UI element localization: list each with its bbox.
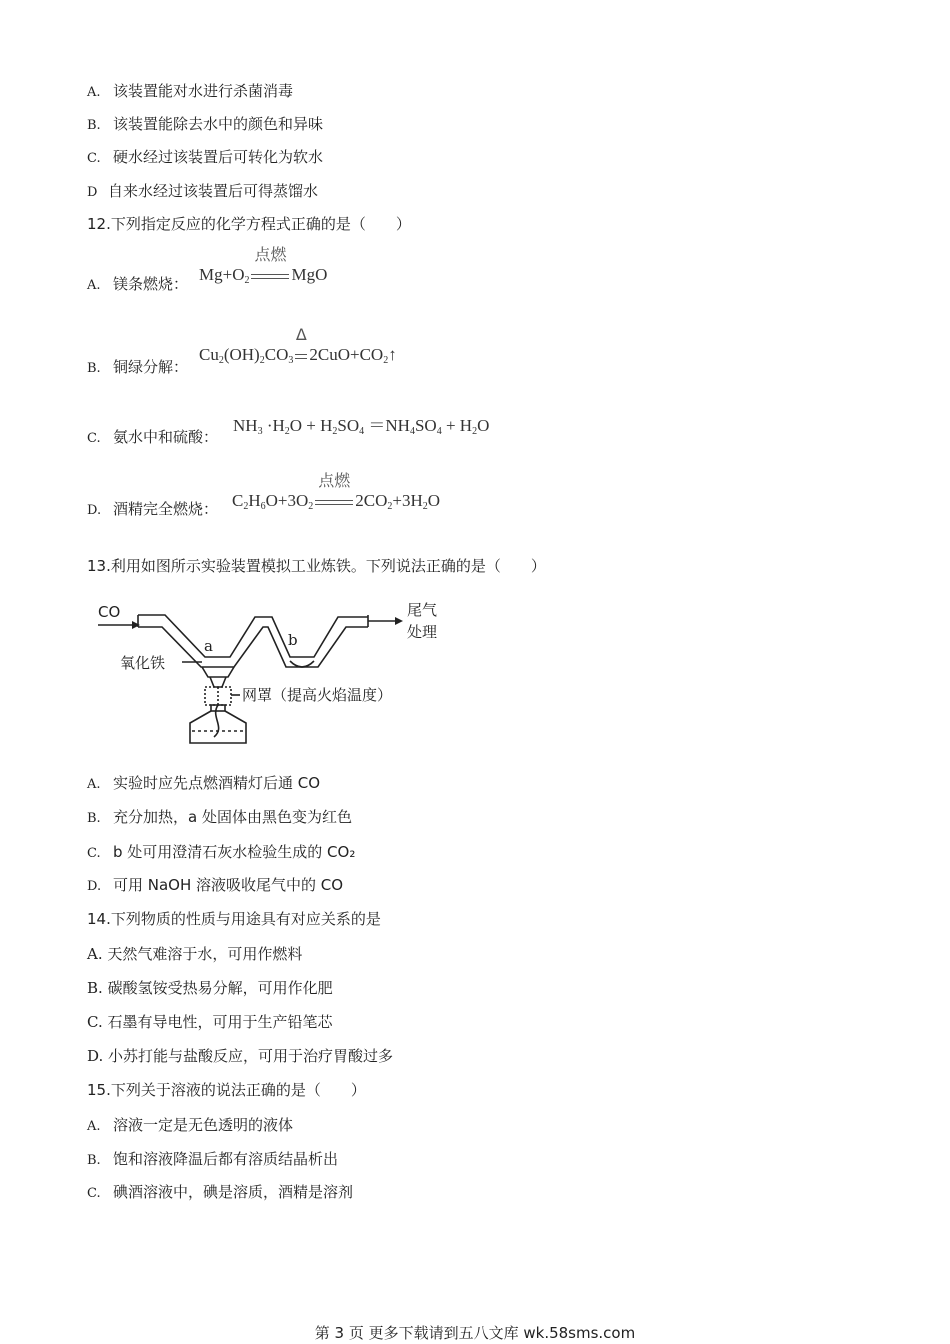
b-label: b — [288, 631, 298, 649]
q14-stem — [87, 909, 381, 929]
question-number: 12. — [87, 215, 111, 233]
q13-option-b — [87, 807, 352, 829]
q12-equation-c: $NH_3 \cdot H_2O + H_2SO_4 =NH_4SO_4 + H_2O$ — [233, 416, 490, 437]
question-text: 下列指定反应的化学方程式正确的是（ ） — [110, 215, 411, 233]
option-text: 该装置能对水进行杀菌消毒 — [113, 82, 294, 100]
option-letter: D. — [87, 879, 102, 894]
condition-label: 点燃 — [318, 471, 351, 490]
q12-option-d — [87, 499, 218, 521]
mesh-label: 网罩（提高火焰温度） — [242, 686, 393, 704]
tail-gas-label-line1: 尾气 — [407, 601, 438, 619]
option-letter: A. — [87, 777, 101, 792]
q15-stem — [87, 1080, 366, 1100]
q14-option-a — [87, 944, 302, 964]
q13-option-a — [87, 773, 320, 795]
q11-option-c — [87, 147, 323, 169]
question-number: 13. — [87, 557, 111, 575]
q13-stem — [87, 556, 546, 576]
question-text: 利用如图所示实验装置模拟工业炼铁。下列说法正确的是（ ） — [110, 557, 546, 575]
option-text: 天然气难溶于水，可用作燃料 — [107, 945, 303, 963]
q11-option-b — [87, 114, 323, 136]
question-text: 下列关于溶液的说法正确的是（ ） — [110, 1081, 366, 1099]
iron-oxide-label: 氧化铁 — [120, 654, 166, 672]
option-letter: C. — [87, 1013, 103, 1031]
q11-option-d — [87, 181, 318, 203]
page-footer: 第 3 页 更多下载请到五八文库 wk.58sms.com — [314, 1324, 636, 1342]
option-letter: C. — [87, 846, 101, 861]
co-label: CO — [98, 603, 121, 621]
option-text: 充分加热，a 处固体由黑色变为红色 — [113, 808, 352, 826]
a-label: a — [204, 637, 213, 655]
option-text: b 处可用澄清石灰水检验生成的 CO₂ — [113, 843, 356, 861]
heat-condition — [293, 325, 309, 365]
option-text: 氨水中和硫酸： — [113, 428, 219, 446]
ignite-condition — [249, 245, 291, 285]
q15-option-c — [87, 1182, 353, 1204]
option-text: 镁条燃烧： — [113, 275, 189, 293]
option-letter: C. — [87, 1186, 101, 1201]
option-letter: B. — [87, 118, 101, 133]
q14-option-b — [87, 978, 333, 998]
option-letter: C. — [87, 151, 101, 166]
option-text: 铜绿分解： — [113, 358, 189, 376]
option-letter: D. — [87, 1047, 104, 1065]
q14-option-d — [87, 1046, 393, 1066]
q12-equation-a: $Mg+O_2$ 点燃 MgO — [199, 245, 328, 286]
option-letter: D — [87, 185, 98, 200]
option-letter: B. — [87, 1153, 101, 1168]
q12-option-b — [87, 357, 188, 379]
ignite-condition — [313, 471, 355, 511]
option-text: 该装置能除去水中的颜色和异味 — [113, 115, 324, 133]
tail-gas-label-line2: 处理 — [407, 623, 438, 641]
q12-equation-b: $Cu_2(OH)_2CO_3$ Δ $2CuO+CO_2↑$ — [199, 325, 397, 366]
option-letter: B. — [87, 361, 101, 376]
option-text: 溶液一定是无色透明的液体 — [113, 1116, 294, 1134]
option-letter: A. — [87, 945, 103, 963]
option-text: 实验时应先点燃酒精灯后通 CO — [113, 774, 321, 792]
option-text: 饱和溶液降温后都有溶质结晶析出 — [113, 1150, 339, 1168]
option-text: 硬水经过该装置后可转化为软水 — [113, 148, 324, 166]
option-text: 酒精完全燃烧： — [113, 500, 219, 518]
condition-label: 点燃 — [254, 245, 287, 264]
q15-option-b — [87, 1149, 338, 1171]
iron-smelting-apparatus-figure — [90, 595, 450, 750]
q11-option-a — [87, 81, 293, 103]
option-text: 碳酸氢铵受热易分解，可用作化肥 — [107, 979, 333, 997]
question-text: 下列物质的性质与用途具有对应关系的是 — [110, 910, 381, 928]
option-letter: A. — [87, 85, 101, 100]
q15-option-a — [87, 1115, 293, 1137]
q13-option-c — [87, 842, 355, 864]
option-text: 小苏打能与盐酸反应，可用于治疗胃酸过多 — [108, 1047, 394, 1065]
q14-option-c — [87, 1012, 333, 1032]
question-number: 15. — [87, 1081, 111, 1099]
q12-equation-d: $C_2H_6O+3O_2$ 点燃 $2CO_2+3H_2O$ — [232, 471, 441, 512]
option-text: 碘酒溶液中，碘是溶质，酒精是溶剂 — [113, 1183, 354, 1201]
q12-option-c — [87, 427, 218, 449]
option-text: 可用 NaOH 溶液吸收尾气中的 CO — [113, 876, 344, 894]
q12-stem — [87, 214, 411, 234]
option-text: 自来水经过该装置后可得蒸馏水 — [108, 182, 319, 200]
option-letter: D. — [87, 503, 102, 518]
q13-option-d — [87, 875, 343, 897]
option-letter: B. — [87, 979, 103, 997]
condition-label: Δ — [295, 325, 307, 344]
option-letter: B. — [87, 811, 101, 826]
option-letter: C. — [87, 431, 101, 446]
option-text: 石墨有导电性，可用于生产铅笔芯 — [107, 1013, 333, 1031]
option-letter: A. — [87, 1119, 101, 1134]
question-number: 14. — [87, 910, 111, 928]
option-letter: A. — [87, 278, 101, 293]
q12-option-a — [87, 274, 188, 296]
